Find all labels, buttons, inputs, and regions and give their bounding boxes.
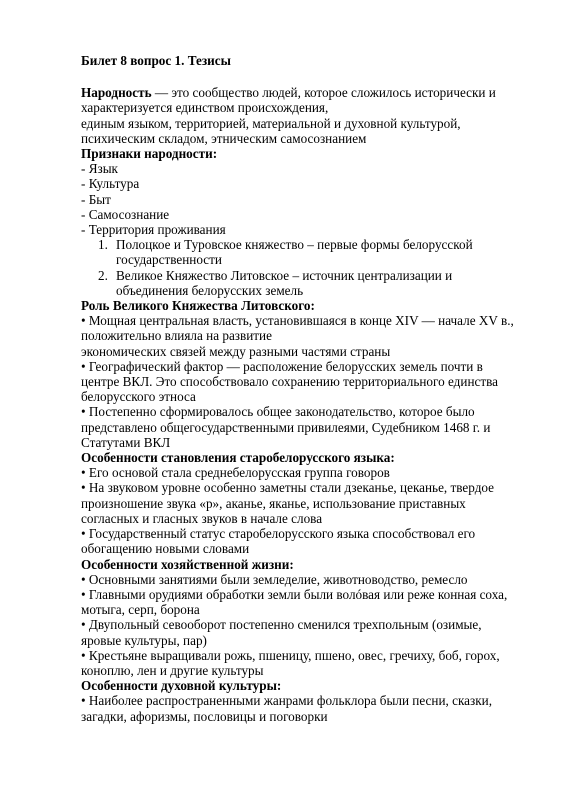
- sign-item: - Территория проживания: [81, 222, 226, 238]
- numbered-item-line: объединения белорусских земель: [116, 282, 304, 298]
- numbered-list: [81, 237, 526, 298]
- sign-item: - Быт: [81, 191, 111, 207]
- language-line: согласных и гласных звуков в начале слова: [81, 510, 323, 526]
- culture-line: • Наиболее распространенными жанрами фольклора были песни, сказки,: [81, 693, 492, 709]
- role-line: Статутами ВКЛ: [81, 434, 171, 450]
- economy-line: коноплю, лен и другие культуры: [81, 662, 264, 678]
- culture-heading: Особенности духовной культуры:: [81, 678, 282, 694]
- numbered-item-line: Великое Княжество Литовское – источник централизации и: [116, 267, 453, 283]
- document-title: Билет 8 вопрос 1. Тезисы: [81, 53, 231, 68]
- role-line: • Мощная центральная власть, установившаяся в конце XIV — начале XV в.,: [81, 313, 514, 329]
- definition-line-2: характеризуется единством происхождения,: [81, 100, 329, 116]
- language-line: • Государственный статус старобелорусского языка способствовал его: [81, 526, 476, 542]
- sign-item: - Язык: [81, 161, 118, 177]
- definition-line-3: единым языком, территорией, материальной и духовной культурой,: [81, 115, 461, 131]
- language-line: обогащению новыми словами: [81, 541, 250, 557]
- role-line: центре ВКЛ. Это способствовало сохранению территориального единства: [81, 374, 499, 390]
- definition-line-1: [81, 85, 526, 100]
- definition-text-1: — это сообщество людей, которое сложилось исторически и: [151, 85, 496, 101]
- role-line: экономических связей между разными частями страны: [81, 343, 391, 359]
- role-line: белорусского этноса: [81, 389, 196, 405]
- role-line: • Постепенно сформировалось общее законодательство, которое было: [81, 404, 475, 420]
- definition-term: Народность: [81, 85, 152, 101]
- economy-line: яровые культуры, пар): [81, 632, 207, 648]
- economy-line: мотыга, серп, борона: [81, 602, 200, 618]
- definition-line-4: психическим складом, этническим самосознанием: [81, 130, 367, 146]
- item-number: 1.: [98, 237, 108, 253]
- role-line: • Географический фактор — расположение белорусских земель почти в: [81, 358, 483, 374]
- role-heading: Роль Великого Княжества Литовского:: [81, 298, 315, 314]
- economy-line: • Главными орудиями обработки земли были волóвая или реже конная соха,: [81, 586, 508, 602]
- numbered-item-line: государственности: [116, 252, 222, 268]
- economy-line: • Крестьяне выращивали рожь, пшеницу, пшено, овес, гречиху, боб, горох,: [81, 647, 500, 663]
- culture-line: загадки, афоризмы, пословицы и поговорки: [81, 708, 328, 724]
- sign-item: - Самосознание: [81, 206, 170, 222]
- role-line: положительно влияла на развитие: [81, 328, 272, 344]
- language-heading: Особенности становления старобелорусского языка:: [81, 450, 395, 466]
- economy-heading: Особенности хозяйственной жизни:: [81, 556, 294, 572]
- item-number: 2.: [98, 267, 108, 283]
- language-line: • На звуковом уровне особенно заметны стали дзеканье, цеканье, твердое: [81, 480, 495, 496]
- numbered-item: [81, 237, 526, 267]
- economy-line: • Двупольный севооборот постепенно сменился трехпольным (озимые,: [81, 617, 482, 633]
- language-line: произношение звука «р», аканье, яканье, использование приставных: [81, 495, 466, 511]
- numbered-item: [81, 268, 526, 298]
- language-line: • Его основой стала среднебелорусская группа говоров: [81, 465, 390, 481]
- sign-item: - Культура: [81, 176, 140, 192]
- role-line: представлено общегосударственными привилеями, Судебником 1468 г. и: [81, 419, 491, 435]
- signs-heading: Признаки народности:: [81, 146, 218, 162]
- numbered-item-line: Полоцкое и Туровское княжество – первые формы белорусской: [116, 237, 473, 253]
- economy-line: • Основными занятиями были земледелие, животноводство, ремесло: [81, 571, 468, 587]
